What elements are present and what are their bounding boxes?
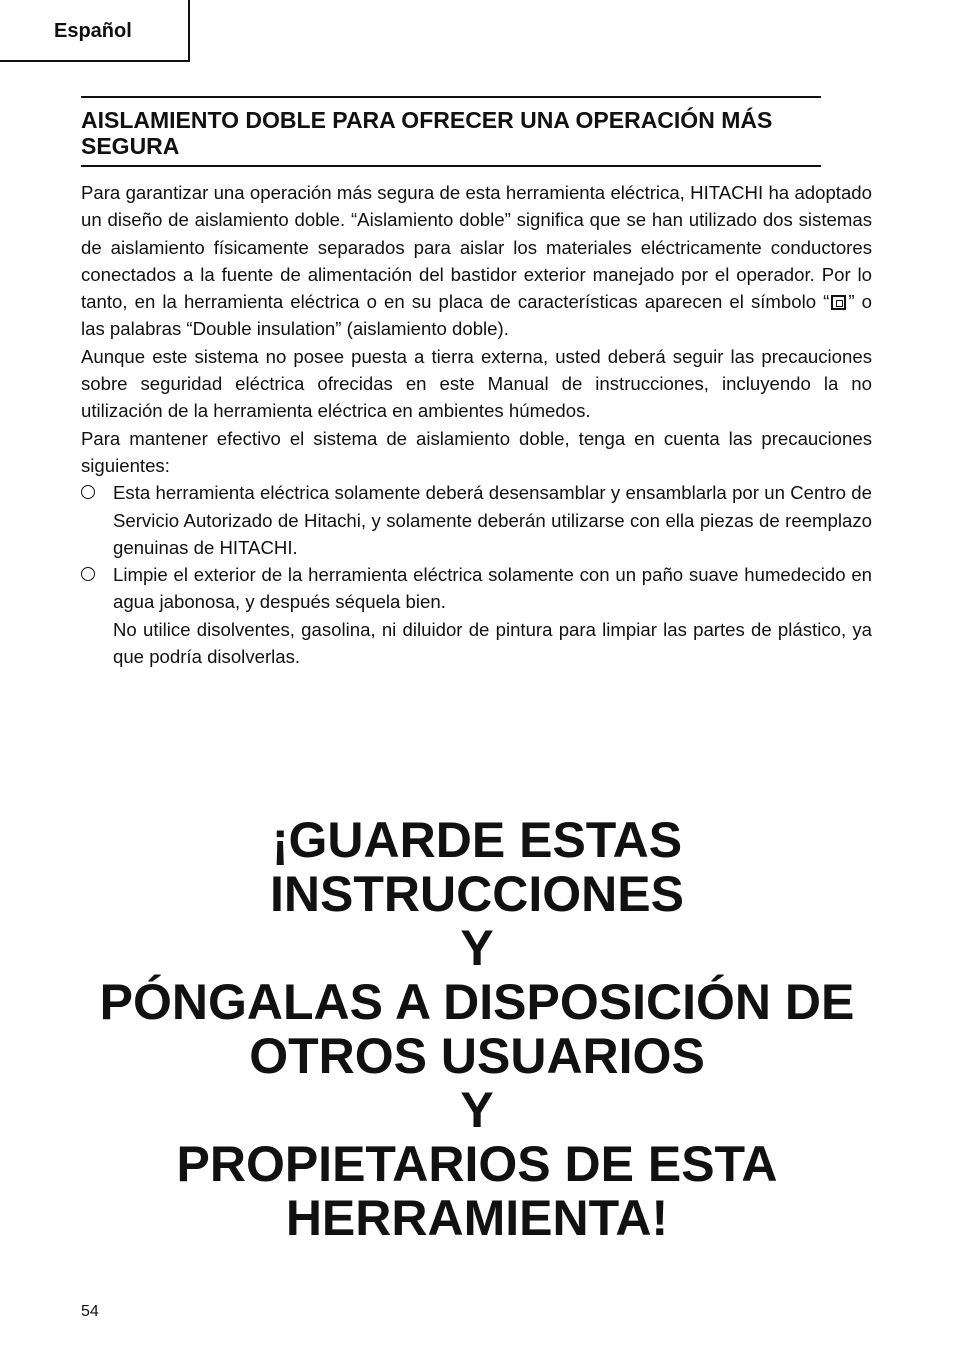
list-item-text: Limpie el exterior de la herramienta eléctrica solamente con un paño suave humedecido en agua jabonosa, y después séquela bien. xyxy=(113,564,872,613)
language-label: Español xyxy=(54,20,132,42)
notice-line: PÓNGALAS A DISPOSICIÓN DE xyxy=(99,974,855,1030)
paragraph-1 xyxy=(81,179,872,343)
page-number: 54 xyxy=(81,1303,99,1320)
section-title: AISLAMIENTO DOBLE PARA OFRECER UNA OPERACIÓN MÁS SEGURA xyxy=(81,96,821,167)
list-item xyxy=(81,561,872,670)
circle-bullet-icon xyxy=(81,567,95,581)
notice-line: INSTRUCCIONES xyxy=(270,866,684,922)
notice-line: Y xyxy=(460,1082,494,1138)
notice-line: ¡GUARDE ESTAS xyxy=(271,812,683,868)
double-insulation-section xyxy=(81,96,872,670)
notice-line: PROPIETARIOS DE ESTA xyxy=(176,1136,778,1192)
notice-line: HERRAMIENTA! xyxy=(285,1190,669,1246)
list-item-text: Esta herramienta eléctrica solamente deberá desensamblar y ensamblarla por un Centro de Servicio Autorizado de Hitachi, y solamente deberán utilizarse con ella piezas de reemplazo genuinas de HITACHI. xyxy=(113,482,872,558)
language-tab xyxy=(0,0,190,62)
notice-line: OTROS USUARIOS xyxy=(249,1028,705,1084)
paragraph-1-text-b: ” o las palabras “Double insulation” (aislamiento doble). xyxy=(81,291,872,340)
list-item-extra-text: No utilice disolventes, gasolina, ni diluidor de pintura para limpiar las partes de plástico, ya que podría disolverlas. xyxy=(113,618,872,668)
double-insulation-icon xyxy=(831,295,846,310)
paragraph-3: Para mantener efectivo el sistema de aislamiento doble, tenga en cuenta las precauciones siguientes: xyxy=(81,427,872,476)
list-item xyxy=(81,479,872,561)
paragraph-2: Aunque este sistema no posee puesta a tierra externa, usted deberá seguir las precauciones sobre seguridad eléctrica ofrecidas en este Manual de instrucciones, incluyendo la no utilización de la herramienta eléctrica en ambientes húmedos. xyxy=(81,345,872,422)
section-body xyxy=(81,179,872,670)
paragraph-1-text-a: Para garantizar una operación más segura de esta herramienta eléctrica, HITACHI ha adoptado un diseño de aislamiento doble. “Aislamiento doble” significa que se han utilizado dos sistemas de aislamiento físicamente separados para aislar los materiales eléctricamente conductores conectados a la fuente de alimentación del bastidor exterior manejado por el operador. Por lo tanto, en la herramienta eléctrica o en su placa de características aparecen el símbolo “ xyxy=(81,182,872,313)
save-instructions-notice xyxy=(0,813,954,1245)
notice-line: Y xyxy=(460,920,494,976)
circle-bullet-icon xyxy=(81,485,95,499)
